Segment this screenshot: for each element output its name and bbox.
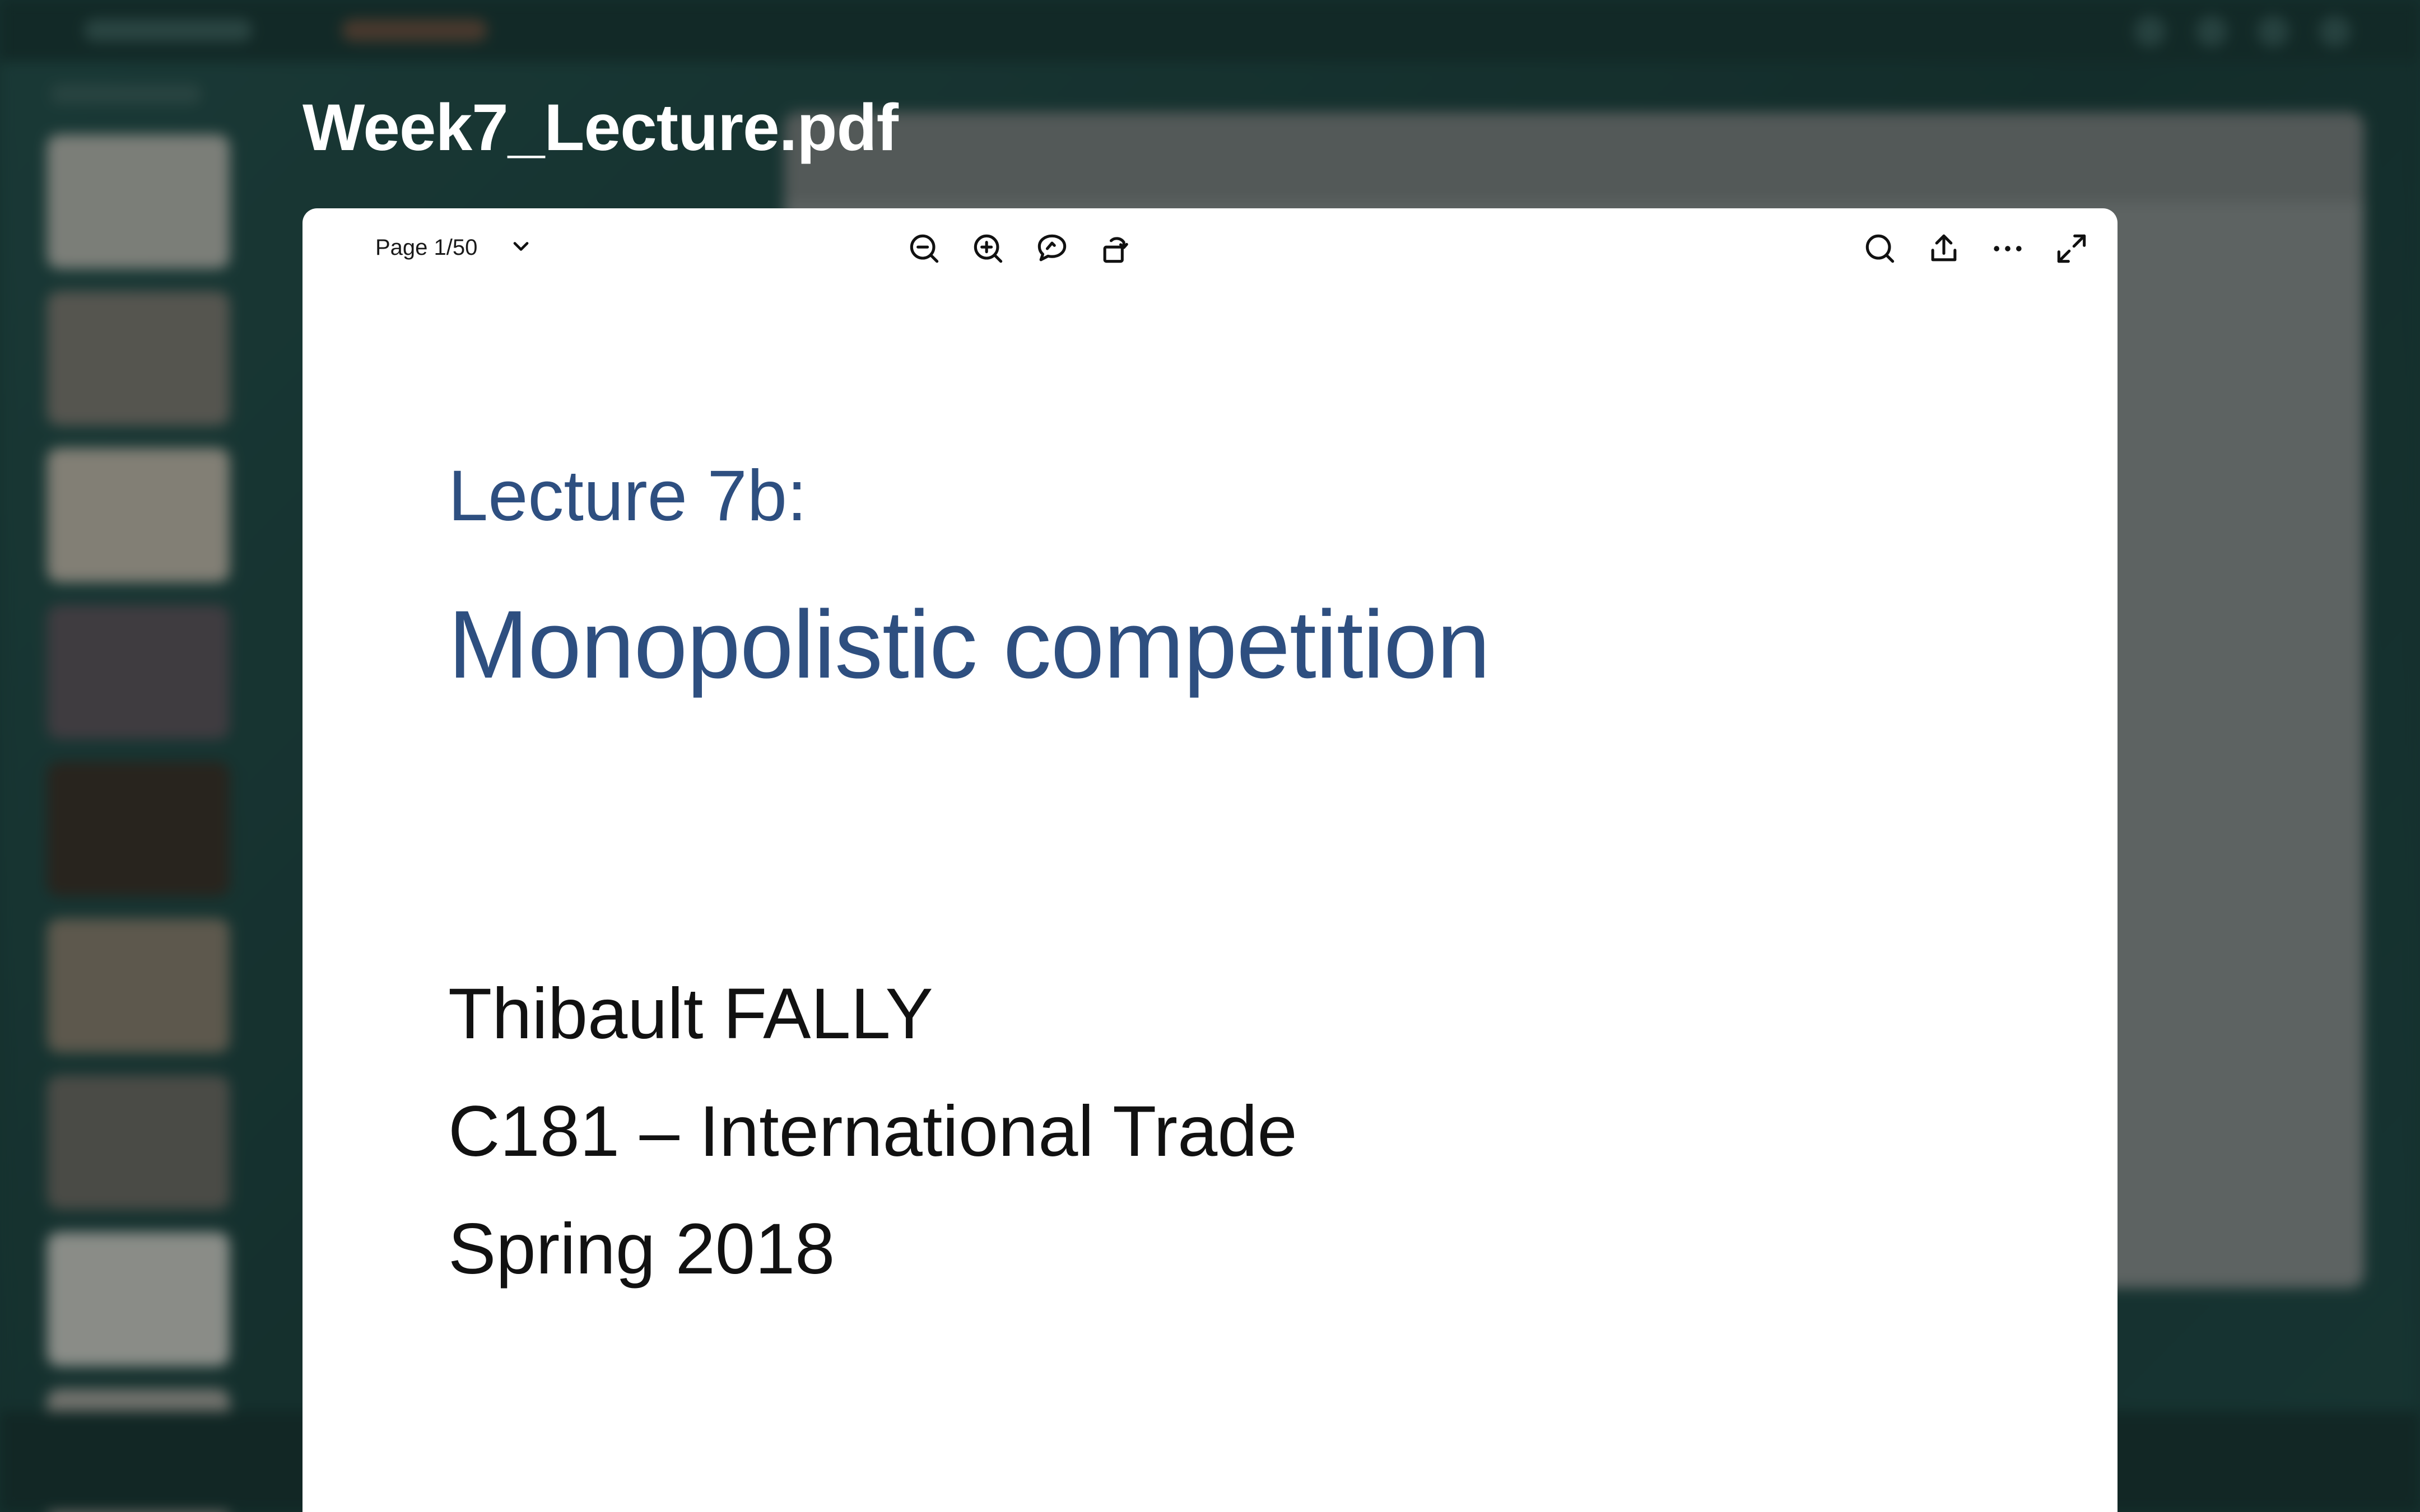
more-options-button[interactable] bbox=[1986, 228, 2029, 271]
expand-icon bbox=[2053, 230, 2091, 270]
pdf-viewer bbox=[302, 208, 2118, 1512]
rotate-button[interactable] bbox=[1095, 228, 1137, 271]
chevron-down-icon bbox=[509, 234, 533, 262]
search-button[interactable] bbox=[1859, 228, 1901, 271]
zoom-out-icon bbox=[905, 230, 943, 270]
share-button[interactable] bbox=[1923, 228, 1965, 271]
annotate-button[interactable] bbox=[1031, 228, 1073, 271]
slide-subtitle: Lecture 7b: bbox=[448, 456, 807, 536]
zoom-out-button[interactable] bbox=[903, 228, 946, 271]
rotate-icon bbox=[1097, 230, 1135, 270]
search-icon bbox=[1861, 230, 1899, 270]
fullscreen-button[interactable] bbox=[2050, 228, 2093, 271]
zoom-in-icon bbox=[969, 230, 1007, 270]
slide-author: Thibault FALLY bbox=[448, 974, 933, 1054]
document-title: Week7_Lecture.pdf bbox=[302, 91, 898, 165]
page-indicator: Page 1/50 bbox=[375, 235, 478, 260]
slide-term: Spring 2018 bbox=[448, 1209, 835, 1289]
more-icon bbox=[1989, 230, 2027, 270]
comment-icon bbox=[1033, 230, 1071, 270]
slide-course: C181 – International Trade bbox=[448, 1091, 1297, 1172]
page-selector[interactable] bbox=[359, 227, 550, 268]
zoom-in-button[interactable] bbox=[967, 228, 1009, 271]
viewer-toolbar bbox=[302, 208, 2118, 287]
slide-title: Monopolistic competition bbox=[448, 591, 1490, 698]
share-icon bbox=[1925, 230, 1963, 270]
